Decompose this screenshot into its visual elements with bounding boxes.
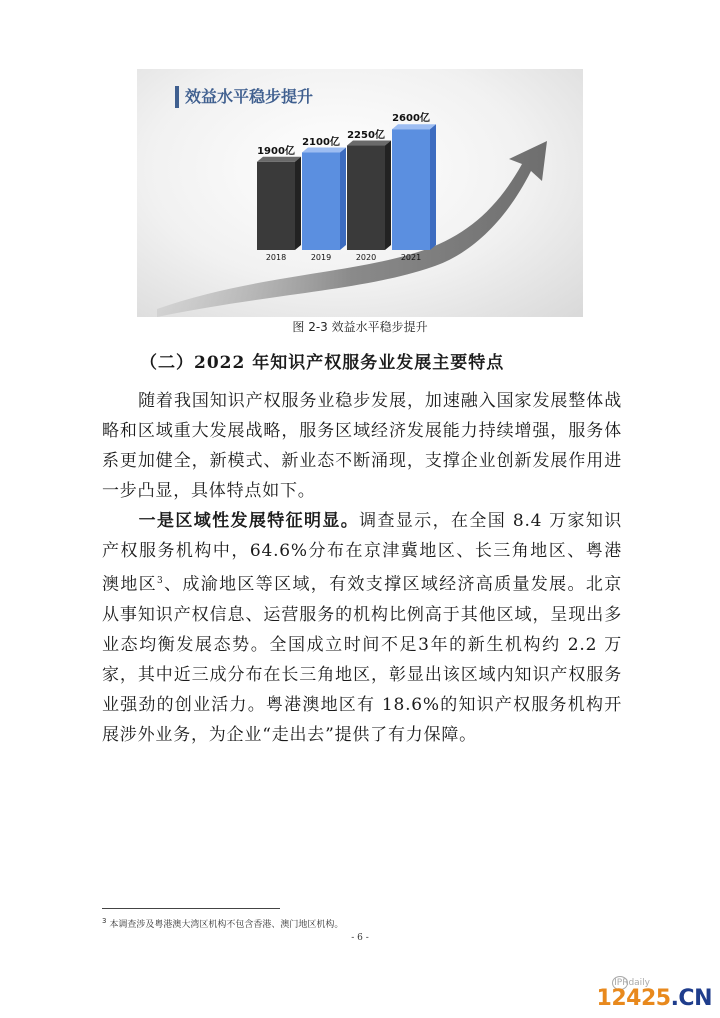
bar-top-2019 — [302, 148, 346, 153]
section-heading: （二）2022 年知识产权服务业发展主要特点 — [140, 353, 505, 373]
chart-figure — [137, 69, 583, 317]
figure-title: 效益水平稳步提升 — [175, 86, 313, 108]
bar-value-label-2019: 2100亿 — [302, 136, 340, 148]
x-tick-label-2019: 2019 — [310, 253, 332, 262]
page-number: - 6 - — [351, 933, 369, 943]
site-logo: 12425.CN — [596, 986, 712, 1011]
bar-value-label-2020: 2250亿 — [347, 129, 385, 141]
bar-side-2021 — [430, 124, 436, 250]
bar-side-2018 — [295, 157, 301, 250]
paragraph-regional: 一是区域性发展特征明显。调查显示，在全国 8.4 万家知识产权服务机构中，64.6%分布在京津冀地区、长三角地区、粤港澳地区$^3$、成渝地区等区域，有效支撑区域经济高质量发展。北京从事知识产权信息、运营服务的机构比例高于其他区域，呈现出多业态均衡发展态势。全国成立时间不足3年的新生机构约 2.2 万家，其中近三成分布在长三角地区，彰显出该区域内知识产权服务业强劲的创业活力。粤港澳地区有 18.6%的知识产权服务机构开展涉外业务，为企业“走出去”提供了有力保障。 — [102, 511, 622, 745]
bar-2021 — [392, 129, 430, 250]
bar-2020 — [347, 146, 385, 250]
x-tick-label-2018: 2018 — [265, 253, 287, 262]
footnote: $^3$ 本调查涉及粤港澳大湾区机构不包含香港、澳门地区机构。 — [102, 917, 344, 930]
bar-value-label-2018: 1900亿 — [257, 145, 295, 157]
footnote-divider — [102, 908, 280, 909]
bar-value-label-2021: 2600亿 — [392, 113, 430, 125]
x-tick-label-2021: 2021 — [400, 253, 422, 262]
footnote-ref: 3 — [157, 576, 164, 586]
figure-caption: 图 2-3 效益水平稳步提升 — [292, 320, 428, 334]
paragraph-intro: 随着我国知识产权服务业稳步发展，加速融入国家发展整体战略和区域重大发展战略，服务区域经济发展能力持续增强，服务体系更加健全，新模式、新业态不断涌现，支撑企业创新发展作用进一步凸显，具体特点如下。 — [102, 391, 622, 501]
bar-2018 — [257, 162, 295, 250]
bar-side-2020 — [385, 141, 391, 250]
bar-top-2021 — [392, 124, 436, 129]
bar-side-2019 — [340, 148, 346, 251]
watermark-text: IPRdaily — [614, 978, 650, 988]
x-tick-label-2020: 2020 — [355, 253, 377, 262]
paragraph-lead: 一是区域性发展特征明显。 — [138, 511, 360, 531]
bar-top-2018 — [257, 157, 301, 162]
bar-top-2020 — [347, 141, 391, 146]
bar-2019 — [302, 153, 340, 251]
